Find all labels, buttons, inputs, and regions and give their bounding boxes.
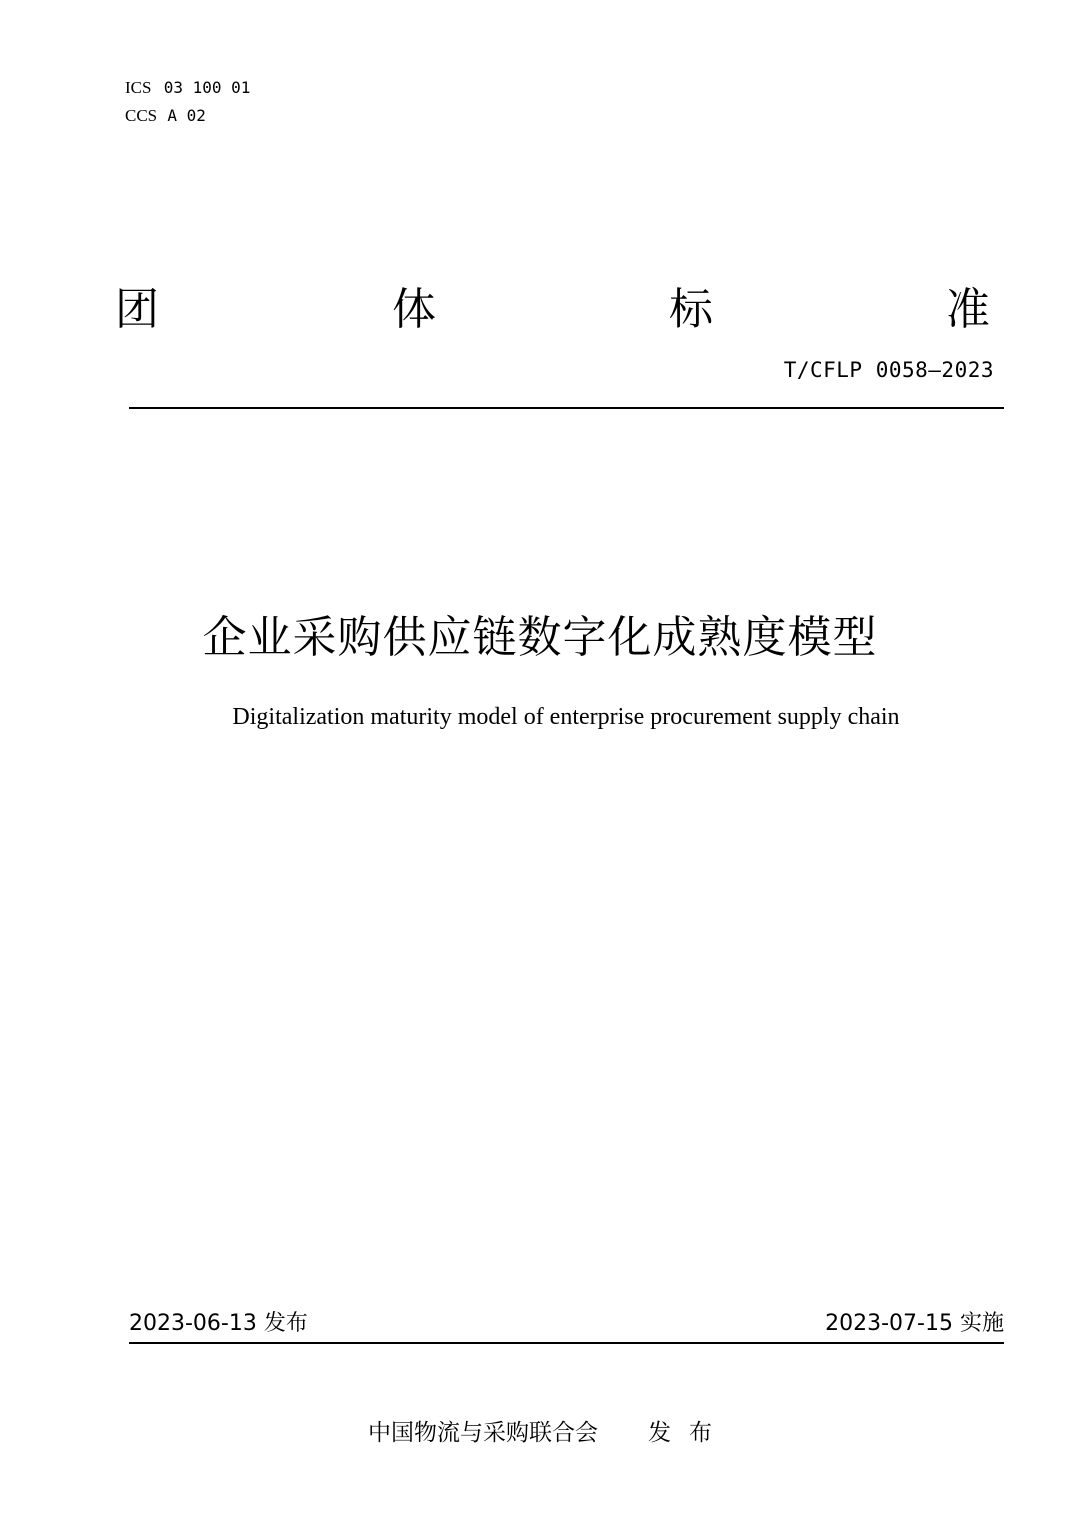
standard-type-char: 团 [115, 284, 159, 335]
bottom-divider [129, 1342, 1004, 1344]
implement-date: 2023-07-15 [825, 1311, 953, 1336]
implement-label: 实施 [959, 1311, 1004, 1336]
ics-code: 03 100 01 [163, 78, 251, 97]
ccs-line [125, 102, 250, 130]
classification-block [125, 74, 250, 130]
ics-line [125, 74, 250, 102]
standard-number: T/CFLP 0058—2023 [783, 358, 994, 382]
publisher-name: 中国物流与采购联合会 [368, 1420, 598, 1446]
title-chinese: 企业采购供应链数字化成熟度模型 [202, 612, 878, 663]
standard-type-char: 体 [392, 284, 436, 335]
publisher-line [368, 1417, 730, 1449]
standard-type-heading [115, 282, 990, 338]
standard-type-char: 标 [669, 284, 713, 335]
publisher-action: 发布 [648, 1420, 730, 1446]
top-divider [129, 407, 1004, 409]
ccs-label: CCS [125, 106, 158, 125]
publish-date: 2023-06-13 [129, 1311, 257, 1336]
ics-label: ICS [125, 78, 152, 97]
ccs-code: A 02 [167, 106, 206, 125]
publish-label: 发布 [263, 1311, 308, 1336]
standard-type-char: 准 [946, 284, 990, 335]
implement-date-line [825, 1309, 1004, 1339]
title-english: Digitalization maturity model of enterprise procurement supply chain [232, 704, 900, 730]
publish-date-line [129, 1309, 308, 1339]
